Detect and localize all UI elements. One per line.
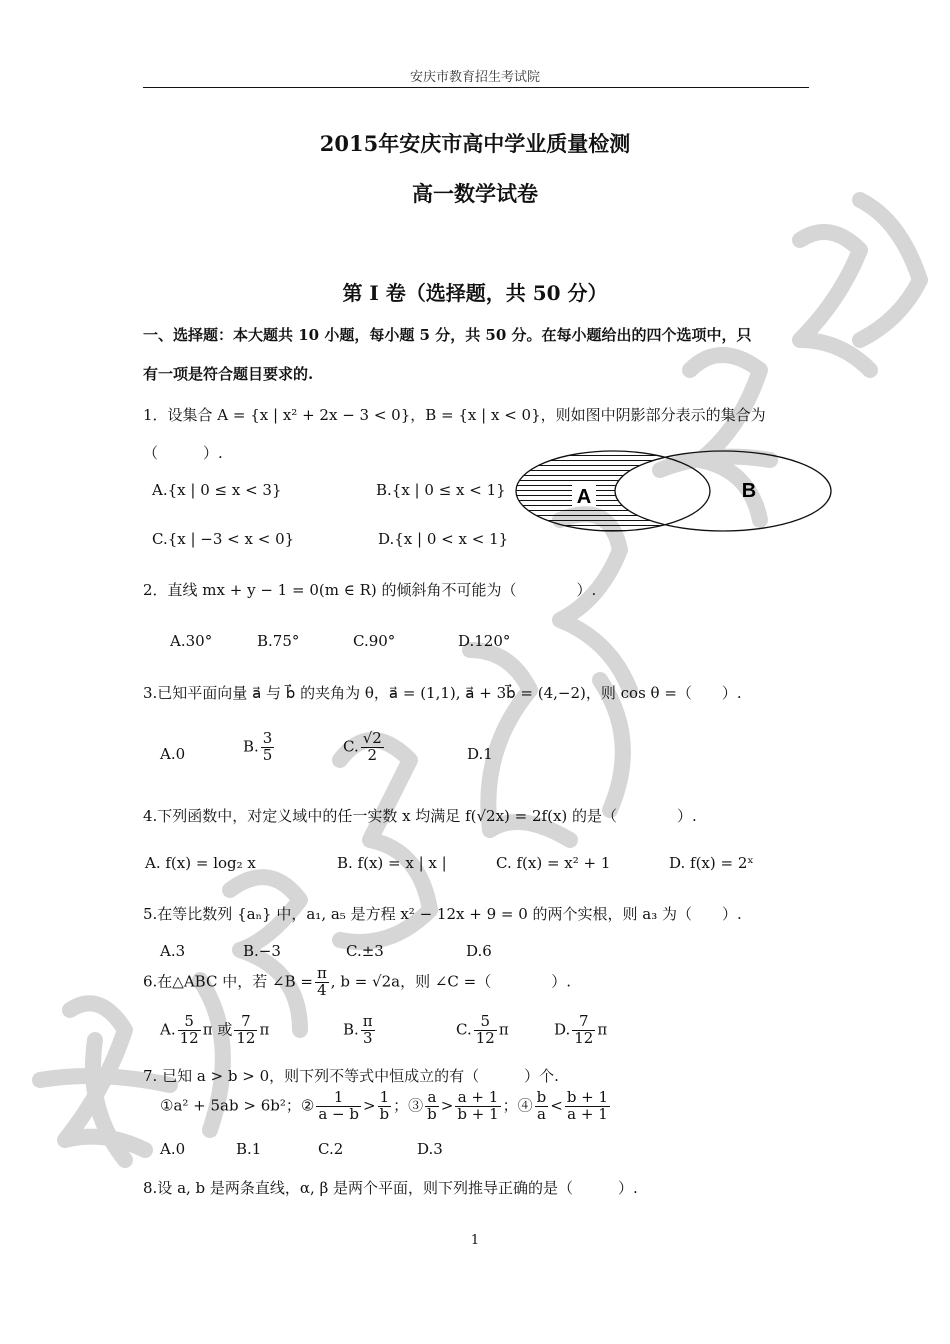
q6-option-d <box>554 1014 607 1047</box>
q6-stem-post: , b = √2a，则 ∠C =（ ）. <box>330 972 572 991</box>
q7-item-4-pre: ；④ <box>502 1096 533 1115</box>
q4-option-b: B. f(x) = x | x | <box>337 854 447 872</box>
q3-option-d: D.1 <box>467 745 493 763</box>
q6-option-b-den: 3 <box>362 1028 373 1047</box>
q5-option-d: D.6 <box>466 942 492 960</box>
q1-option-d: D.{x | 0 < x < 1} <box>378 530 509 548</box>
page-header: 安庆市教育招生考试院 <box>409 70 540 85</box>
q7-item-2-num: 1 <box>316 1090 361 1107</box>
q5-option-b: B.−3 <box>243 942 281 960</box>
q1-option-b: B.{x | 0 ≤ x < 1} <box>376 481 506 499</box>
q6-option-d-den: 12 <box>574 1028 594 1047</box>
q3-option-c <box>343 731 386 764</box>
q6-option-a-label: A. <box>160 1020 176 1039</box>
q6-option-a-den2: 12 <box>236 1028 256 1047</box>
q6-option-c-num: 5 <box>474 1014 497 1031</box>
q7-item-3-den2: b + 1 <box>457 1104 499 1123</box>
q7-item-3-num2: a + 1 <box>455 1090 500 1107</box>
q5-option-a: A.3 <box>160 942 186 960</box>
q7-item-4-num: b <box>536 1088 547 1106</box>
q6-option-c-label: C. <box>456 1020 472 1039</box>
q2-option-a: A.30° <box>170 632 213 650</box>
q4-option-c: C. f(x) = x² + 1 <box>496 854 611 872</box>
q7-option-d: D.3 <box>417 1140 443 1158</box>
q6-stem-frac-num: π <box>316 964 327 982</box>
instructions-line-2: 有一项是符合题目要求的. <box>143 365 314 383</box>
q3-stem: 3.已知平面向量 a⃗ 与 b⃗ 的夹角为 θ，a⃗ = (1,1), a⃗ + 3b⃗ = (4,−2)，则 cos θ =（ ）. <box>143 684 742 702</box>
q6-option-a-den1: 12 <box>179 1028 199 1047</box>
q5-option-c: C.±3 <box>346 942 384 960</box>
q6-option-a-mid: π 或 <box>202 1020 233 1039</box>
venn-label-a: A <box>576 486 592 508</box>
q6-option-c-end: π <box>498 1020 509 1039</box>
q6-option-c <box>456 1014 509 1047</box>
q6-option-d-num: 7 <box>572 1014 595 1031</box>
q6-option-b-num: π <box>362 1012 373 1030</box>
q4-stem: 4.下列函数中，对定义域中的任一实数 x 均满足 f(√2x) = 2f(x) 的是（ ）. <box>143 807 697 825</box>
header-rule <box>143 87 809 88</box>
q7-stem: 7. 已知 a > b > 0，则下列不等式中恒成立的有（ ）个. <box>143 1067 559 1085</box>
q3-option-b-numerator: 3 <box>262 729 273 747</box>
q2-option-d: D.120° <box>458 632 511 650</box>
q6-option-d-label: D. <box>554 1020 571 1039</box>
q7-items <box>160 1090 612 1123</box>
venn-diagram <box>513 448 835 534</box>
q1-option-a: A.{x | 0 ≤ x < 3} <box>152 481 282 499</box>
q7-item-4-den: a <box>536 1104 546 1123</box>
q6-option-a-num1: 5 <box>178 1014 201 1031</box>
q6-option-c-den: 12 <box>475 1028 495 1047</box>
q3-option-c-denominator: 2 <box>367 745 378 764</box>
exam-subtitle: 高一数学试卷 <box>412 181 538 206</box>
section-heading: 第 I 卷（选择题，共 50 分） <box>342 281 608 305</box>
q6-option-d-end: π <box>597 1020 608 1039</box>
q8-stem: 8.设 a, b 是两条直线，α, β 是两个平面，则下列推导正确的是（ ）. <box>143 1179 638 1197</box>
q1-stem-2: （ ）. <box>143 444 223 462</box>
page-number: 1 <box>470 1233 480 1248</box>
q7-item-2-op: > <box>362 1096 376 1115</box>
q7-option-c: C.2 <box>318 1140 344 1158</box>
q1-option-c: C.{x | −3 < x < 0} <box>152 530 295 548</box>
q3-option-b <box>243 731 276 764</box>
q7-option-b: B.1 <box>236 1140 262 1158</box>
q7-item-3-pre: ；③ <box>393 1096 424 1115</box>
q7-item-4-num2: b + 1 <box>566 1088 609 1106</box>
instructions-line-1: 一、选择题：本大题共 10 小题，每小题 5 分，共 50 分。在每小题给出的四个选项中，只 <box>143 326 752 344</box>
q7-item-1: ①a² + 5ab > 6b²；② <box>160 1096 315 1115</box>
q7-item-2-den2: b <box>379 1104 390 1123</box>
q5-stem: 5.在等比数列 {aₙ} 中，a₁, a₅ 是方程 x² − 12x + 9 = 0 的两个实根，则 a₃ 为（ ）. <box>143 905 742 923</box>
q1-stem: 1．设集合 A = {x | x² + 2x − 3 < 0}，B = {x | x < 0}，则如图中阴影部分表示的集合为 <box>143 406 766 424</box>
q3-option-b-denominator: 5 <box>262 745 273 764</box>
q7-item-3-num: a <box>425 1090 439 1107</box>
q7-option-a: A.0 <box>160 1140 186 1158</box>
q6-option-a-end: π <box>259 1020 270 1039</box>
q3-option-a: A.0 <box>160 745 186 763</box>
q2-option-c: C.90° <box>353 632 396 650</box>
q7-item-2-num2: 1 <box>378 1090 392 1107</box>
q2-option-b: B.75° <box>257 632 300 650</box>
q6-stem-frac-den: 4 <box>317 980 327 999</box>
q4-option-a: A. f(x) = log₂ x <box>145 854 256 872</box>
q7-item-4-op: < <box>550 1096 563 1115</box>
exam-title: 2015年安庆市高中学业质量检测 <box>319 131 631 156</box>
q3-option-b-label: B. <box>243 737 259 756</box>
q6-option-b <box>343 1014 377 1047</box>
q7-item-4-den2: a + 1 <box>567 1104 608 1123</box>
q7-item-2-den: a − b <box>318 1104 359 1123</box>
q3-option-c-label: C. <box>343 737 359 756</box>
q7-item-3-den: b <box>427 1104 437 1123</box>
q4-option-d: D. f(x) = 2ˣ <box>669 854 754 872</box>
q6-stem <box>143 966 571 999</box>
q6-stem-pre: 6.在△ABC 中，若 ∠B = <box>143 972 313 991</box>
q6-option-a <box>160 1014 269 1047</box>
q6-option-a-num2: 7 <box>234 1014 257 1031</box>
q7-item-3-op: > <box>440 1096 454 1115</box>
q2-stem: 2．直线 mx + y − 1 = 0(m ∈ R) 的倾斜角不可能为（ ）. <box>143 581 597 599</box>
q6-option-b-label: B. <box>343 1020 359 1039</box>
q3-option-c-numerator: √2 <box>362 729 382 747</box>
venn-label-b: B <box>741 480 757 502</box>
